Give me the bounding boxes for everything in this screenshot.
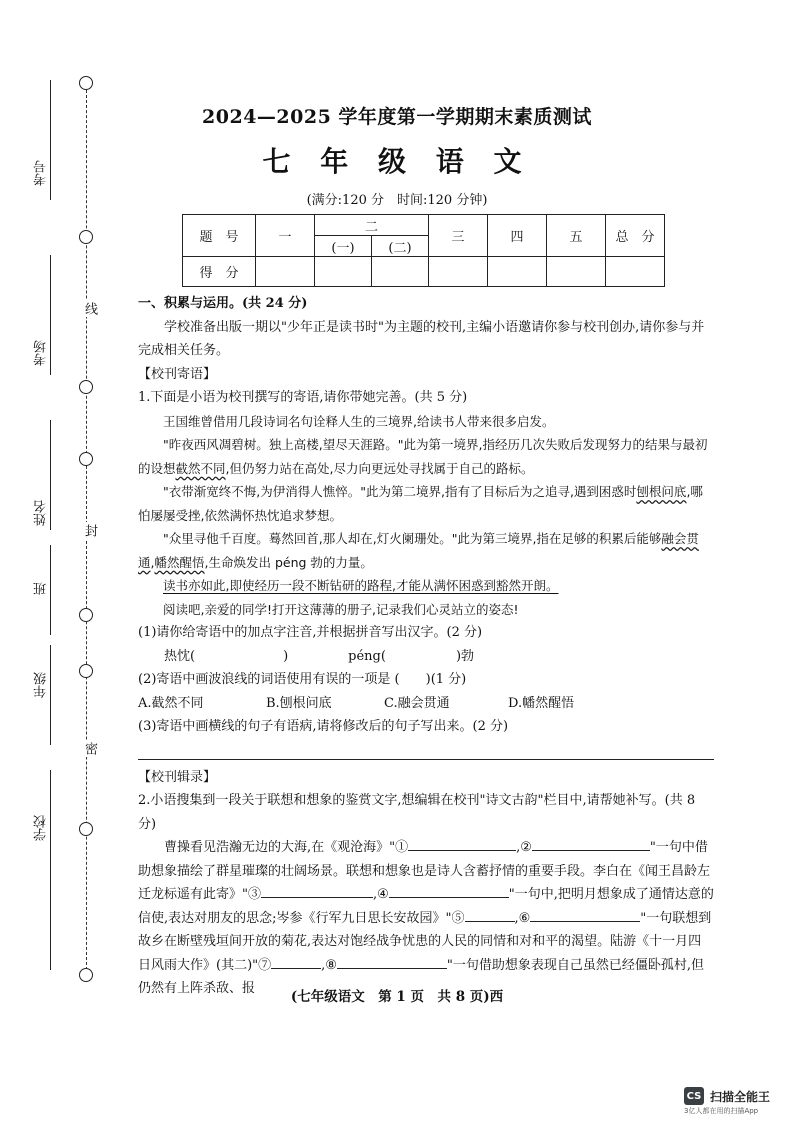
score-row-label: 题 号 xyxy=(183,215,256,257)
score-cell[interactable] xyxy=(372,257,429,287)
option-b[interactable]: B.刨根问底 xyxy=(266,695,332,711)
binding-hole xyxy=(79,380,93,394)
score-col-two: 二 xyxy=(315,215,429,236)
blank-7[interactable] xyxy=(271,954,321,969)
score-cell[interactable] xyxy=(315,257,372,287)
wavy-term-b: 刨根问底 xyxy=(636,484,687,499)
tag-editing: 【校刊辑录】 xyxy=(138,769,217,785)
scanner-logo-icon: CS xyxy=(684,1087,704,1105)
field-class: 班 xyxy=(34,582,49,595)
binding-hole xyxy=(79,664,93,678)
score-col-one: 一 xyxy=(256,215,315,257)
field-name: 姓名 xyxy=(34,500,49,526)
field-grade-line[interactable] xyxy=(50,645,51,745)
field-name-line[interactable] xyxy=(50,420,51,530)
question-2: 2.小语搜集到一段关于联想和想象的鉴赏文字,想编辑在校刊"诗文古韵"栏目中,请帮她补写。(共 8 分) xyxy=(138,793,696,832)
score-col-three: 三 xyxy=(429,215,488,257)
section-one xyxy=(138,292,714,1001)
score-col-two-b: (二) xyxy=(372,236,429,257)
passage-para-3: "衣带渐宽终不悔,为伊消得人憔悴。"此为第二境界,指有了目标后为之追寻,遇到困惑时刨根问底,哪怕屡屡受挫,依然满怀热忱追求梦想。 xyxy=(138,484,703,523)
answer-line[interactable] xyxy=(138,745,714,760)
binding-word-line: 线 xyxy=(82,302,97,315)
score-cell[interactable] xyxy=(256,257,315,287)
option-a[interactable]: A.截然不同 xyxy=(138,695,204,711)
tag-school-message: 【校刊寄语】 xyxy=(138,366,217,382)
question-1-3: (3)寄语中画横线的句子有语病,请将修改后的句子写出来。(2 分) xyxy=(138,719,509,734)
question-2-passage: 曹操看见浩瀚无边的大海,在《观沧海》"① ,② "一句中借助想象描绘了群星璀璨的壮阔场景。联想和想象也是诗人含蓄抒情的重要手段。李白在《闻王昌龄左迁龙标遥有此寄》"③ ,④ "一句中,把明月想象成了通情达意的信使,表达对朋友的思念;岑参《行军九日思长安故园》"⑤ ,⑥ "一句联想到故乡在断壁残垣间开放的菊花,表达对饱经战争忧患的人民的同情和对和平的渴望。陆游《十一月四日风雨大作》(其二)"⑦ ,⑧ "一句借助想象表现自己虽然已经僵卧孤村,但仍然有上阵杀敌、报 xyxy=(138,836,714,1001)
passage-para-6: 阅读吧,亲爱的同学!打开这薄薄的册子,记录我们心灵站立的姿态! xyxy=(163,601,519,617)
blank-3[interactable] xyxy=(261,883,373,898)
field-grade: 年级 xyxy=(34,672,49,698)
binding-hole xyxy=(79,968,93,982)
field-school: 学校 xyxy=(34,815,49,841)
blank-6[interactable] xyxy=(530,907,640,922)
wavy-term-d: 幡然醒悟 xyxy=(154,554,205,570)
exam-title: 2024—2025 学年度第一学期期末素质测试 xyxy=(202,106,592,128)
binding-hole xyxy=(79,76,93,90)
scanner-watermark xyxy=(684,1087,770,1105)
binding-hole xyxy=(79,230,93,244)
section-heading: 一、积累与运用。(共 24 分) xyxy=(138,296,308,311)
blank-8[interactable] xyxy=(337,954,447,969)
field-class-line[interactable] xyxy=(50,545,51,635)
pinyin-answers: 热忱( ) péng( )勃 xyxy=(164,648,475,664)
score-table xyxy=(182,214,665,287)
underlined-sentence: 读书亦如此,即使经历一段不断钻研的路程,才能从满怀困惑到豁然开朗。 xyxy=(163,578,559,593)
blank-1[interactable] xyxy=(408,836,516,851)
field-exam-room: 考场 xyxy=(34,340,49,366)
scanner-tagline: 3亿人都在用的扫描App xyxy=(684,1107,759,1115)
score-col-total: 总 分 xyxy=(606,215,665,257)
question-1: 1.下面是小语为校刊撰写的寄语,请你带她完善。(共 5 分) xyxy=(138,390,468,405)
score-cell[interactable] xyxy=(429,257,488,287)
message-passage xyxy=(138,410,714,622)
passage-para-2: "昨夜西风凋碧树。独上高楼,望尽天涯路。"此为第一境界,指经历几次失败后发现努力的结果与最初的设想截然不同,但仍努力站在高处,尽力向更远处寻找属于自己的路标。 xyxy=(138,437,708,476)
score-col-two-a: (一) xyxy=(315,236,372,257)
score-cell[interactable] xyxy=(606,257,665,287)
blank-2[interactable] xyxy=(532,836,650,851)
score-row2-label: 得 分 xyxy=(183,257,256,287)
question-1-2: (2)寄语中画波浪线的词语使用有误的一项是 ( )(1 分) xyxy=(138,672,467,687)
binding-hole xyxy=(79,822,93,836)
options-row xyxy=(138,692,714,716)
blank-5[interactable] xyxy=(465,907,515,922)
passage-para-1: 王国维曾借用几段诗词名句诠释人生的三境界,给读书人带来很多启发。 xyxy=(163,413,555,429)
exam-subject: 七 年 级 语 文 xyxy=(262,145,532,178)
page-footer: (七年级语文 第 1 页 共 8 页)西 xyxy=(290,989,504,1005)
score-cell[interactable] xyxy=(488,257,547,287)
field-school-line[interactable] xyxy=(50,770,51,970)
field-exam-room-line[interactable] xyxy=(50,255,51,375)
section-intro: 学校准备出版一期以"少年正是读书时"为主题的校刊,主编小语邀请你参与校刊创办,请你参与并完成相关任务。 xyxy=(138,319,705,358)
scanner-name: 扫描全能王 xyxy=(710,1089,771,1104)
option-d[interactable]: D.幡然醒悟 xyxy=(508,695,575,711)
blank-4[interactable] xyxy=(389,883,509,898)
exam-info: (满分:120 分 时间:120 分钟) xyxy=(306,193,488,208)
passage-para-4: "众里寻他千百度。蓦然回首,那人却在,灯火阑珊处。"此为第三境界,指在足够的积累后能够融会贯通,幡然醒悟,生命焕发出 péng 勃的力量。 xyxy=(138,531,699,570)
binding-hole xyxy=(79,452,93,466)
wavy-term-c: 融会贯通 xyxy=(138,531,699,570)
binding-word-seal: 封 xyxy=(82,524,97,537)
option-c[interactable]: C.融会贯通 xyxy=(384,695,450,711)
binding-word-secret: 密 xyxy=(82,742,97,755)
binding-hole xyxy=(79,608,93,622)
score-col-five: 五 xyxy=(547,215,606,257)
field-exam-number: 考号 xyxy=(34,160,49,186)
score-cell[interactable] xyxy=(547,257,606,287)
question-1-1: (1)请你给寄语中的加点字注音,并根据拼音写出汉字。(2 分) xyxy=(138,625,483,640)
score-col-four: 四 xyxy=(488,215,547,257)
wavy-term-a: 截然不同 xyxy=(175,460,226,476)
